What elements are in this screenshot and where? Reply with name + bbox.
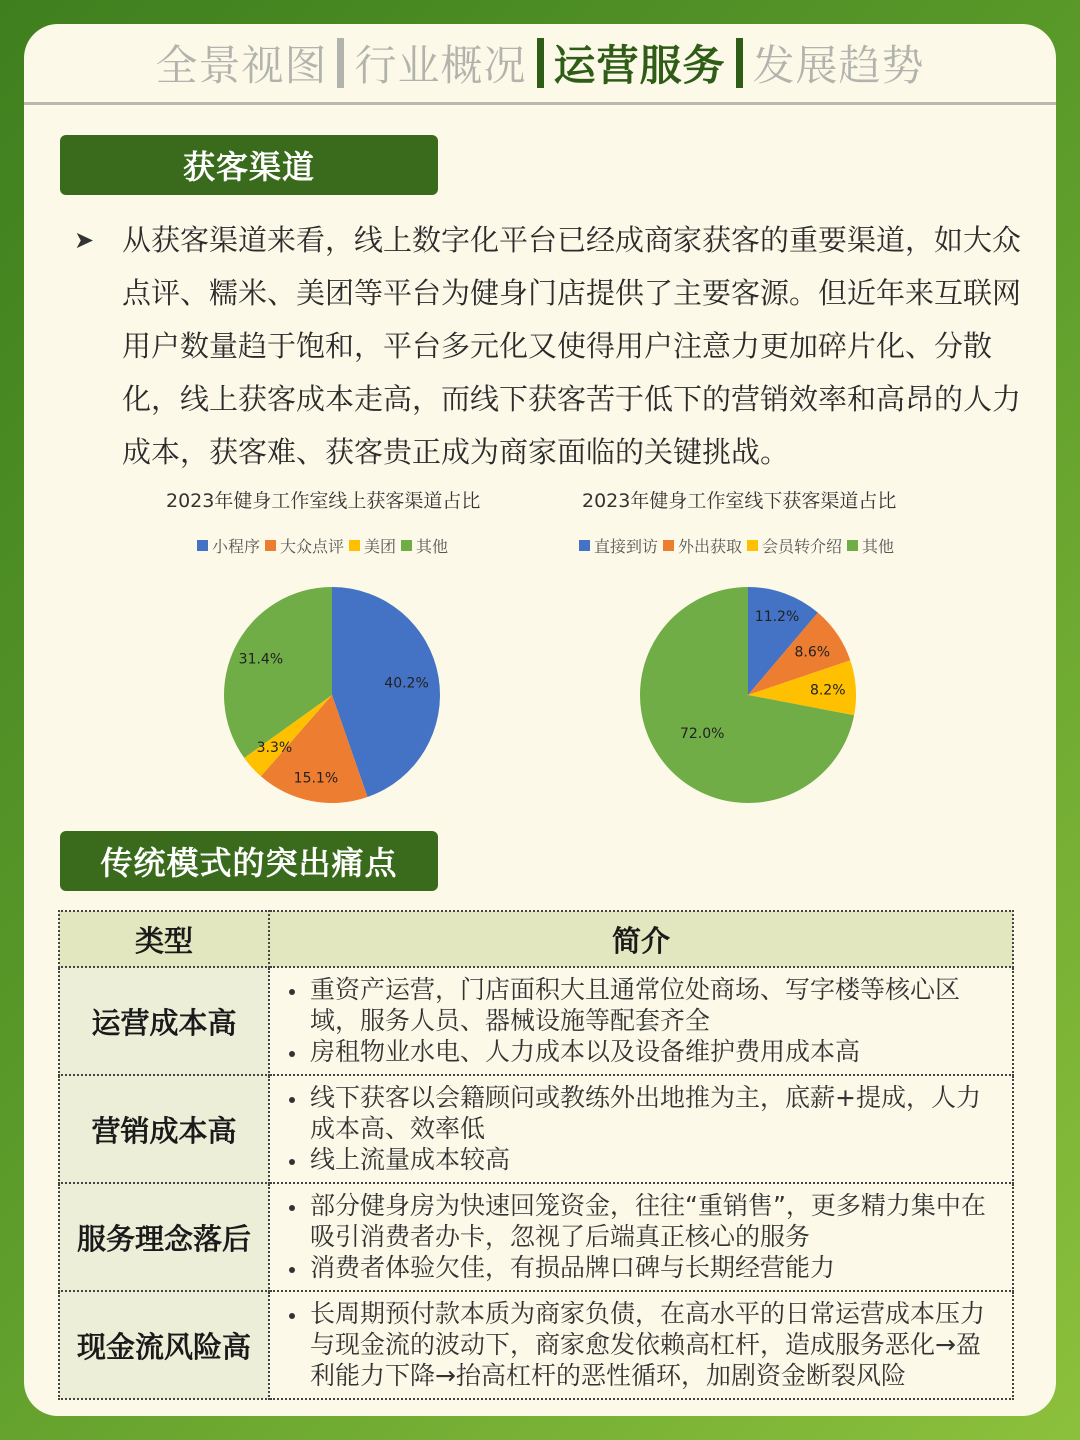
tab-industry-overview[interactable]: 行业概况 (354, 41, 527, 90)
pie-chart-offline (638, 585, 858, 805)
header-description: 简介 (269, 911, 1013, 967)
nav-divider (537, 38, 544, 88)
table-row (59, 1291, 1013, 1399)
pie-data-label: 8.2% (809, 682, 846, 699)
section-title-pain-points: 传统模式的突出痛点 (60, 831, 438, 891)
pain-points-table (58, 910, 1014, 1400)
top-nav (24, 24, 1056, 105)
bullet-item: • 长周期预付款本质为商家负债，在高水平的日常运营成本压力与现金流的波动下，商家愈发依赖高杠杆，造成服务恶化→盈利能力下降→抬高杠杆的恶性循环，加剧资金断裂风险 (308, 1298, 1002, 1391)
table-row (59, 967, 1013, 1075)
row-description (269, 1075, 1013, 1183)
legend-item (260, 534, 344, 557)
legend-swatch (663, 540, 674, 551)
chart-legend-offline (574, 534, 894, 557)
row-description (269, 1291, 1013, 1399)
bullet-item: • 部分健身房为快速回笼资金，往往“重销售”，更多精力集中在吸引消费者办卡，忽视了后端真正核心的服务 (308, 1190, 1002, 1252)
tab-panorama[interactable]: 全景视图 (155, 41, 328, 90)
nav-divider (736, 38, 743, 88)
acquisition-paragraph (74, 214, 1024, 479)
bullet-item: • 重资产运营，门店面积大且通常位处商场、写字楼等核心区域，服务人员、器械设施等配套齐全 (308, 974, 1002, 1036)
pie-data-label: 11.2% (754, 608, 800, 625)
arrow-bullet-icon: ➤ (74, 226, 95, 254)
legend-swatch (747, 540, 758, 551)
legend-swatch (579, 540, 590, 551)
section-title-acquisition: 获客渠道 (60, 135, 438, 195)
legend-swatch (197, 540, 208, 551)
chart-legend-online (192, 534, 448, 557)
row-description (269, 1183, 1013, 1291)
legend-swatch (401, 540, 412, 551)
legend-swatch (265, 540, 276, 551)
legend-item (344, 534, 396, 557)
bullet-item: • 线下获客以会籍顾问或教练外出地推为主，底薪+提成，人力成本高、效率低 (308, 1082, 1002, 1144)
legend-item (396, 534, 448, 557)
table-row (59, 1075, 1013, 1183)
table-header-row (59, 911, 1013, 967)
row-type: 运营成本高 (59, 967, 269, 1075)
pie-data-label: 3.3% (256, 740, 293, 757)
tab-operation-service[interactable]: 运营服务 (553, 41, 726, 90)
bullet-item: • 线上流量成本较高 (308, 1144, 1002, 1175)
legend-label: 大众点评 (280, 537, 345, 556)
legend-label: 外出获取 (678, 537, 743, 556)
header-type: 类型 (59, 911, 269, 967)
legend-label: 小程序 (212, 537, 261, 556)
pie-data-label: 72.0% (679, 725, 725, 742)
legend-item (742, 534, 842, 557)
legend-label: 其他 (416, 537, 449, 556)
legend-swatch (349, 540, 360, 551)
legend-label: 美团 (364, 537, 397, 556)
chart-title-offline: 2023年健身工作室线下获客渠道占比 (582, 490, 897, 512)
paragraph-text: 从获客渠道来看，线上数字化平台已经成商家获客的重要渠道，如大众点评、糯米、美团等平台为健身门店提供了主要客源。但近年来互联网用户数量趋于饱和，平台多元化又使得用户注意力更加碎片化、分散化，线上获客成本走高，而线下获客苦于低下的营销效率和高昂的人力成本，获客难、获客贵正成为商家面临的关键挑战。 (122, 223, 1022, 469)
chart-title-online: 2023年健身工作室线上获客渠道占比 (166, 490, 481, 512)
nav-divider (337, 38, 344, 88)
legend-item (192, 534, 260, 557)
legend-label: 会员转介绍 (762, 537, 843, 556)
legend-swatch (847, 540, 858, 551)
pie-data-label: 15.1% (293, 770, 339, 787)
row-type: 营销成本高 (59, 1075, 269, 1183)
content-card (24, 24, 1056, 1416)
row-type: 服务理念落后 (59, 1183, 269, 1291)
table-row (59, 1183, 1013, 1291)
pie-data-label: 31.4% (238, 651, 284, 668)
bullet-item: • 房租物业水电、人力成本以及设备维护费用成本高 (308, 1036, 1002, 1067)
pie-data-label: 8.6% (794, 644, 831, 661)
pie-data-label: 40.2% (384, 675, 429, 692)
legend-label: 直接到访 (594, 537, 659, 556)
legend-item (658, 534, 742, 557)
bullet-item: • 消费者体验欠佳，有损品牌口碑与长期经营能力 (308, 1252, 1002, 1283)
row-type: 现金流风险高 (59, 1291, 269, 1399)
legend-item (574, 534, 658, 557)
tab-development-trend[interactable]: 发展趋势 (752, 41, 925, 90)
legend-item (842, 534, 894, 557)
row-description (269, 967, 1013, 1075)
pie-chart-online (222, 585, 442, 805)
legend-label: 其他 (862, 537, 895, 556)
